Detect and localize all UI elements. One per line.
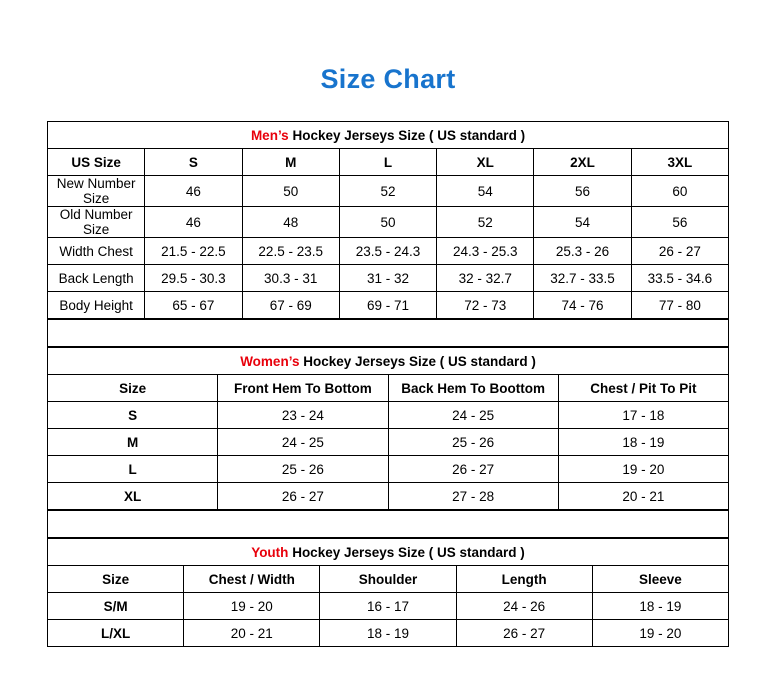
table-row bbox=[48, 238, 729, 265]
table-header-row bbox=[48, 149, 729, 176]
mens-row-0-val-3: 54 bbox=[437, 176, 534, 207]
mens-row-3-val-1: 30.3 - 31 bbox=[242, 265, 339, 292]
youth-row-0-val-3: 18 - 19 bbox=[592, 593, 728, 620]
mens-row-2-val-0: 21.5 - 22.5 bbox=[145, 238, 242, 265]
youth-section-heading-accent: Youth bbox=[251, 544, 289, 560]
table-spacer bbox=[48, 511, 729, 538]
table-header-row bbox=[48, 566, 729, 593]
spacer-cell bbox=[48, 320, 729, 347]
mens-row-1-val-5: 56 bbox=[631, 207, 728, 238]
womens-row-0-val-1: 24 - 25 bbox=[388, 402, 558, 429]
mens-row-4-val-3: 72 - 73 bbox=[437, 292, 534, 319]
page-title: Size Chart bbox=[320, 64, 456, 94]
table-section-header-row bbox=[48, 348, 729, 375]
womens-row-2-val-1: 26 - 27 bbox=[388, 456, 558, 483]
size-chart-container bbox=[47, 121, 729, 647]
womens-col-2: Back Hem To Boottom bbox=[388, 375, 558, 402]
spacer-table-1 bbox=[47, 319, 729, 347]
womens-section-heading bbox=[48, 348, 729, 375]
youth-col-0: Size bbox=[48, 566, 184, 593]
mens-row-2-val-4: 25.3 - 26 bbox=[534, 238, 631, 265]
mens-row-3-val-5: 33.5 - 34.6 bbox=[631, 265, 728, 292]
youth-section-heading bbox=[48, 539, 729, 566]
youth-row-1-label: L/XL bbox=[48, 620, 184, 647]
womens-row-2-val-2: 19 - 20 bbox=[558, 456, 728, 483]
mens-col-4: XL bbox=[437, 149, 534, 176]
mens-row-2-val-2: 23.5 - 24.3 bbox=[339, 238, 436, 265]
womens-row-3-val-2: 20 - 21 bbox=[558, 483, 728, 510]
womens-row-2-val-0: 25 - 26 bbox=[218, 456, 388, 483]
youth-row-0-val-2: 24 - 26 bbox=[456, 593, 592, 620]
womens-row-1-label: M bbox=[48, 429, 218, 456]
mens-row-3-label: Back Length bbox=[48, 265, 145, 292]
womens-row-2-label: L bbox=[48, 456, 218, 483]
youth-row-1-val-0: 20 - 21 bbox=[184, 620, 320, 647]
mens-row-4-label: Body Height bbox=[48, 292, 145, 319]
mens-section-heading bbox=[48, 122, 729, 149]
womens-section-heading-accent: Women’s bbox=[240, 353, 300, 369]
mens-row-4-val-0: 65 - 67 bbox=[145, 292, 242, 319]
mens-section-heading-rest: Hockey Jerseys Size ( US standard ) bbox=[288, 127, 526, 143]
womens-row-0-label: S bbox=[48, 402, 218, 429]
mens-col-6: 3XL bbox=[631, 149, 728, 176]
youth-row-0-val-0: 19 - 20 bbox=[184, 593, 320, 620]
mens-col-5: 2XL bbox=[534, 149, 631, 176]
womens-row-3-val-1: 27 - 28 bbox=[388, 483, 558, 510]
mens-col-3: L bbox=[339, 149, 436, 176]
womens-row-3-val-0: 26 - 27 bbox=[218, 483, 388, 510]
mens-row-3-val-2: 31 - 32 bbox=[339, 265, 436, 292]
table-row bbox=[48, 402, 729, 429]
womens-col-1: Front Hem To Bottom bbox=[218, 375, 388, 402]
womens-size-table bbox=[47, 347, 729, 510]
table-row bbox=[48, 456, 729, 483]
womens-row-0-val-2: 17 - 18 bbox=[558, 402, 728, 429]
mens-row-4-val-2: 69 - 71 bbox=[339, 292, 436, 319]
mens-col-2: M bbox=[242, 149, 339, 176]
youth-col-3: Length bbox=[456, 566, 592, 593]
table-section-header-row bbox=[48, 122, 729, 149]
youth-section-heading-rest: Hockey Jerseys Size ( US standard ) bbox=[288, 544, 525, 560]
table-row bbox=[48, 483, 729, 510]
womens-col-0: Size bbox=[48, 375, 218, 402]
mens-row-0-val-5: 60 bbox=[631, 176, 728, 207]
womens-col-3: Chest / Pit To Pit bbox=[558, 375, 728, 402]
mens-row-0-val-0: 46 bbox=[145, 176, 242, 207]
womens-row-1-val-1: 25 - 26 bbox=[388, 429, 558, 456]
mens-row-0-val-4: 56 bbox=[534, 176, 631, 207]
table-row bbox=[48, 429, 729, 456]
mens-row-1-val-3: 52 bbox=[437, 207, 534, 238]
mens-row-2-val-3: 24.3 - 25.3 bbox=[437, 238, 534, 265]
mens-row-1-val-0: 46 bbox=[145, 207, 242, 238]
table-row bbox=[48, 265, 729, 292]
mens-row-2-label: Width Chest bbox=[48, 238, 145, 265]
mens-row-2-val-1: 22.5 - 23.5 bbox=[242, 238, 339, 265]
mens-row-1-val-4: 54 bbox=[534, 207, 631, 238]
table-spacer bbox=[48, 320, 729, 347]
youth-row-1-val-3: 19 - 20 bbox=[592, 620, 728, 647]
mens-row-0-val-2: 52 bbox=[339, 176, 436, 207]
mens-row-4-val-5: 77 - 80 bbox=[631, 292, 728, 319]
mens-col-1: S bbox=[145, 149, 242, 176]
table-row bbox=[48, 207, 729, 238]
mens-row-1-label: Old Number Size bbox=[48, 207, 145, 238]
spacer-cell bbox=[48, 511, 729, 538]
womens-row-1-val-2: 18 - 19 bbox=[558, 429, 728, 456]
table-row bbox=[48, 292, 729, 319]
womens-row-0-val-0: 23 - 24 bbox=[218, 402, 388, 429]
mens-row-3-val-0: 29.5 - 30.3 bbox=[145, 265, 242, 292]
womens-section-heading-rest: Hockey Jerseys Size ( US standard ) bbox=[299, 353, 536, 369]
table-row bbox=[48, 620, 729, 647]
mens-row-2-val-5: 26 - 27 bbox=[631, 238, 728, 265]
table-header-row bbox=[48, 375, 729, 402]
youth-row-1-val-1: 18 - 19 bbox=[320, 620, 456, 647]
table-row bbox=[48, 176, 729, 207]
youth-col-1: Chest / Width bbox=[184, 566, 320, 593]
womens-row-1-val-0: 24 - 25 bbox=[218, 429, 388, 456]
womens-row-3-label: XL bbox=[48, 483, 218, 510]
mens-row-3-val-3: 32 - 32.7 bbox=[437, 265, 534, 292]
mens-row-4-val-1: 67 - 69 bbox=[242, 292, 339, 319]
mens-row-4-val-4: 74 - 76 bbox=[534, 292, 631, 319]
youth-row-0-val-1: 16 - 17 bbox=[320, 593, 456, 620]
mens-section-heading-accent: Men’s bbox=[250, 127, 289, 143]
mens-row-1-val-2: 50 bbox=[339, 207, 436, 238]
mens-row-3-val-4: 32.7 - 33.5 bbox=[534, 265, 631, 292]
mens-row-0-label: New Number Size bbox=[48, 176, 145, 207]
mens-row-0-val-1: 50 bbox=[242, 176, 339, 207]
youth-row-0-label: S/M bbox=[48, 593, 184, 620]
mens-size-table bbox=[47, 121, 729, 319]
youth-row-1-val-2: 26 - 27 bbox=[456, 620, 592, 647]
table-row bbox=[48, 593, 729, 620]
spacer-table-2 bbox=[47, 510, 729, 538]
youth-size-table bbox=[47, 538, 729, 647]
mens-row-1-val-1: 48 bbox=[242, 207, 339, 238]
table-section-header-row bbox=[48, 539, 729, 566]
mens-col-0: US Size bbox=[48, 149, 145, 176]
youth-col-2: Shoulder bbox=[320, 566, 456, 593]
youth-col-4: Sleeve bbox=[592, 566, 728, 593]
